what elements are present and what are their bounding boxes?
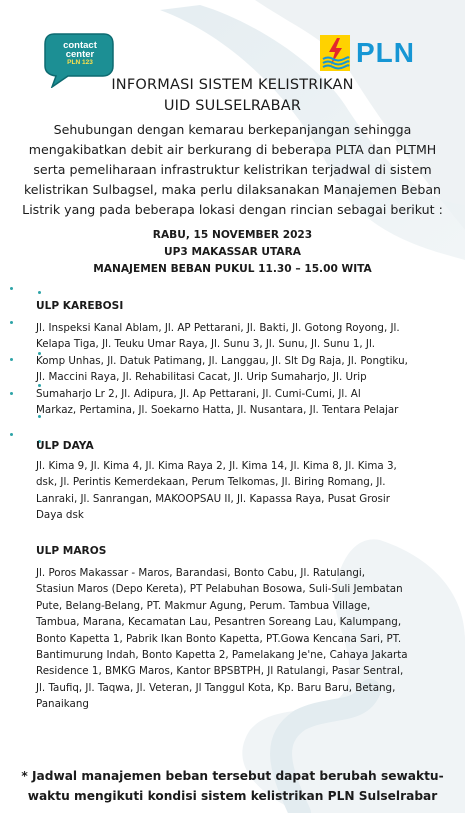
intro-line: kelistrikan Sulbagsel, maka perlu dilaksanakan Manajemen Beban [23,182,442,197]
address-line: Bonto Kapetta 1, Pabrik Ikan Bonto Kapetta, PT.Gowa Kencana Sari, PT. [36,632,402,645]
section-heading-maros: ULP MAROS [36,545,107,557]
address-line: Markaz, Pertamina, Jl. Soekarno Hatta, Jl. Nusantara, Jl. Tentara Pelajar [36,404,399,417]
address-line: Jl. Maccini Raya, Jl. Rehabilitasi Cacat, Jl. Urip Sumaharjo, Jl. Urip [36,371,367,384]
intro-line: mengakibatkan debit air berkurang di beberapa PLTA dan PLTMH [28,142,437,157]
address-line: Lanraki, Jl. Sanrangan, MAKOOPSAU II, Jl. Kapassa Raya, Pusat Grosir [36,492,390,505]
schedule-date: RABU, 15 NOVEMBER 2023 [152,229,313,241]
section-heading-karebosi: ULP KAREBOSI [36,300,124,312]
address-line: Jl. Kima 9, Jl. Kima 4, Jl. Kima Raya 2, Jl. Kima 14, Jl. Kima 8, Jl. Kima 3, [36,460,397,472]
section-body-maros [36,565,436,713]
intro-paragraph [10,120,455,220]
decor-dot [10,433,13,436]
footnote-line: * Jadwal manajemen beban tersebut dapat berubah sewaktu- [21,769,444,783]
intro-line: serta pemeliharaan infrastruktur kelistrikan terjadwal di sistem [33,162,432,177]
intro-line: Sehubungan dengan kemarau berkepanjangan sehingga [53,122,412,137]
schedule-unit: UP3 MAKASSAR UTARA [164,246,301,258]
address-line: Komp Unhas, Jl. Datuk Patimang, Jl. Langgau, Jl. Slt Dg Raja, Jl. Pongtiku, [36,354,408,367]
address-line: Bantimurung Indah, Bonto Kapetta 2, Pamelakang Je'ne, Cahaya Jakarta [36,649,408,662]
footnote [0,766,465,806]
address-line: dsk, Jl. Perintis Kemerdekaan, Perum Telkomas, Jl. Biring Romang, Jl. [36,476,386,489]
address-line: Residence 1, BMKG Maros, Kantor BPSBTPH, Jl Ratulangi, Pasar Sentral, [36,665,404,678]
address-line: Tambua, Marana, Kecamatan Lau, Pesantren Soreang Lau, Kalumpang, [36,616,402,629]
contact-center-wordmark [52,41,108,67]
address-line: Daya dsk [36,509,84,522]
contact-center-line-1: contact [63,40,97,51]
title-line-1: INFORMASI SISTEM KELISTRIKAN [111,77,354,93]
intro-line: Listrik yang pada beberapa lokasi dengan rincian sebagai berikut : [22,202,443,217]
decor-dot [10,392,13,395]
address-line: Stasiun Maros (Depo Kereta), PT Pelabuhan Bosowa, Suli-Suli Jembatan [36,583,403,596]
address-line: Jl. Taufiq, Jl. Taqwa, Jl. Veteran, Jl Tanggul Kota, Kp. Baru Baru, Betang, [36,681,396,694]
footnote-line: waktu mengikuti kondisi sistem kelistrikan PLN Sulselrabar [27,789,438,803]
decor-dot [10,287,13,290]
schedule-time: MANAJEMEN BEBAN PUKUL 11.30 – 15.00 WITA [93,263,372,275]
address-line: Panaikang [36,698,89,711]
section-body-karebosi [36,320,436,418]
contact-center-line-3: PLN 123 [67,59,93,66]
address-line: Jl. Inspeksi Kanal Ablam, Jl. AP Pettarani, Jl. Bakti, Jl. Gotong Royong, Jl. [36,322,400,334]
contact-center-line-2: center [65,49,95,60]
address-line: Kelapa Tiga, Jl. Teuku Umar Raya, Jl. Sunu 3, Jl. Sunu, Jl. Sunu 1, Jl. [36,338,376,351]
pln-wordmark: PLN [356,37,415,68]
title-line-2: UID SULSELRABAR [163,98,302,114]
address-line: Pute, Belang-Belang, PT. Makmur Agung, Perum. Tambua Village, [36,599,371,612]
address-line: Jl. Poros Makassar - Maros, Barandasi, Bonto Cabu, Jl. Ratulangi, [36,567,366,579]
decor-dot [10,321,13,324]
decor-dot [38,291,41,294]
section-body-daya [36,458,436,524]
section-heading-daya: ULP DAYA [36,440,94,452]
decor-dot [10,358,13,361]
address-line: Sumaharjo Lr 2, Jl. Adipura, Jl. Ap Pettarani, Jl. Cumi-Cumi, Jl. Al [36,387,361,400]
pln-logo-icon [320,35,350,71]
